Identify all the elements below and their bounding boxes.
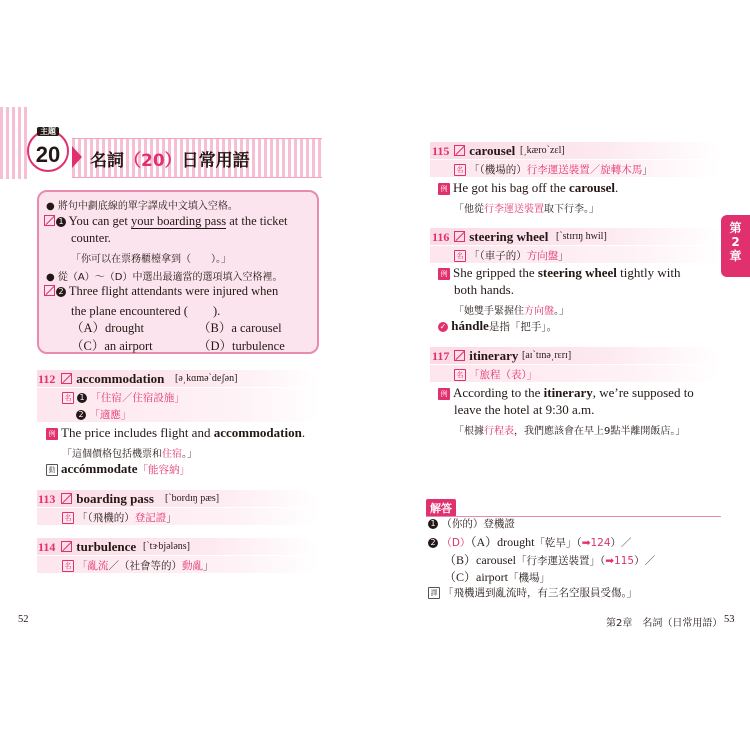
related-tag: 動 — [46, 464, 58, 476]
entry-113-number: 113 — [38, 492, 56, 506]
answer-2-line3: （C）airport「機場」 — [444, 570, 550, 584]
page-footer: 第2章 名詞（日常用語） — [606, 618, 723, 629]
entry-114-meaning: 名 「亂流／（社會等的）動亂」 — [62, 558, 214, 573]
answer-1: 1 （你的）登機證 — [428, 516, 515, 531]
entry-112-related: 動 accómmodate「能容納」 — [46, 461, 190, 477]
choice-b: （B）a carousel — [198, 321, 282, 335]
entry-112-ipa: [ə͵kɑmə`deʃən] — [175, 373, 238, 384]
noun-tag: 名 — [454, 250, 466, 262]
entry-114-ipa: [`tɝbjələns] — [143, 541, 190, 552]
entry-117-ipa: [aɪ`tɪnə͵rɛrɪ] — [522, 350, 572, 361]
entry-116-note: ✓ hándle是指「把手」。 — [439, 318, 558, 333]
chapter-tab: 第2章 — [721, 215, 750, 277]
entry-112-number: 112 — [38, 372, 56, 386]
question-2: 2 Three flight attendants were injured when — [44, 284, 278, 299]
noun-tag: 名 — [62, 560, 74, 572]
example-tag: 例 — [46, 428, 58, 440]
entry-112-example: 例 The price includes flight and accommodation. — [46, 425, 305, 441]
entry-114-word: turbulence — [61, 539, 136, 555]
checkbox-icon — [44, 215, 55, 226]
entry-116-word: steering wheel — [454, 229, 548, 245]
entry-116-example-line2: both hands. — [454, 282, 514, 297]
choice-d: （D）turbulence — [198, 339, 285, 353]
checkbox-icon — [454, 231, 465, 242]
entry-115-word: carousel — [454, 143, 515, 159]
entry-117-example-line2: leave the hotel at 9:30 a.m. — [454, 402, 595, 417]
noun-tag: 名 — [454, 164, 466, 176]
entry-114-number: 114 — [38, 540, 56, 554]
noun-tag: 名 — [454, 369, 466, 381]
answers-heading: 解答 — [426, 499, 456, 517]
noun-tag: 名 — [62, 512, 74, 524]
question-1: 1 You can get your boarding pass at the ticket — [44, 214, 288, 229]
entry-115-translation: 「他從行李運送裝置取下行李。」 — [454, 204, 599, 215]
entry-117-translation: 「根據行程表，我們應該會在早上9點半離開飯店。」 — [454, 426, 686, 437]
entry-115-ipa: [͵kæro`zɛl] — [520, 145, 565, 156]
question-1-line2: counter. — [71, 231, 111, 245]
page-title: 名詞（20）日常用語 — [90, 151, 250, 171]
entry-113-ipa: [`bordɪŋ pæs] — [165, 493, 220, 504]
page-number-left: 52 — [18, 614, 29, 625]
checkbox-icon — [454, 350, 465, 361]
decorative-stripes — [0, 107, 30, 179]
instruction-2: ● 從（A）～（D）中選出最適當的選項填入空格裡。 — [46, 272, 283, 283]
entry-116-translation: 「她雙手緊握住方向盤。」 — [454, 306, 569, 317]
entry-112-translation: 「這個價格包括機票和住宿。」 — [62, 449, 197, 460]
entry-115-meaning: 名 「（機場的）行李運送裝置／旋轉木馬」 — [454, 162, 653, 177]
entry-116-meaning: 名 「（車子的）方向盤」 — [454, 248, 569, 263]
note-icon: ✓ — [439, 322, 447, 331]
translation-tag: 譯 — [428, 587, 440, 599]
entry-117-number: 117 — [432, 349, 450, 363]
checkbox-icon — [61, 493, 72, 504]
choice-c: （C）an airport — [71, 339, 153, 353]
entry-112-word: accommodation — [61, 371, 164, 387]
noun-tag: 名 — [62, 392, 74, 404]
entry-116-example: 例 She gripped the steering wheel tightly with — [438, 265, 680, 281]
question-1-translation: 「你可以在票務櫃檯拿到（ ）。」 — [71, 254, 231, 265]
entry-113-word: boarding pass — [61, 491, 154, 507]
example-tag: 例 — [438, 268, 450, 280]
checkbox-icon — [61, 541, 72, 552]
entry-117-word: itinerary — [454, 348, 518, 364]
title-arrow-icon — [72, 146, 82, 168]
example-tag: 例 — [438, 183, 450, 195]
entry-115-number: 115 — [432, 144, 450, 158]
answer-2-line1: 2 （D）（A）drought「乾旱」（➡124）／ — [428, 533, 632, 550]
entry-115-example: 例 He got his bag off the carousel. — [438, 180, 618, 196]
entry-112-meaning-1: 名 1 「住宿／住宿設施」 — [62, 390, 185, 405]
checkbox-icon — [454, 145, 465, 156]
answer-translation: 譯 「飛機遇到亂流時，有三名空服員受傷。」 — [428, 585, 637, 600]
entry-116-number: 116 — [432, 230, 450, 244]
answer-2-line2: （B）carousel「行李運送裝置」（➡115）／ — [444, 553, 656, 567]
entry-117-example: 例 According to the itinerary, we’re supposed to — [438, 385, 694, 401]
entry-112-meaning-2: 2 「適應」 — [76, 407, 131, 422]
example-tag: 例 — [438, 388, 450, 400]
entry-116-ipa: [`stɪrɪŋ hwil] — [556, 231, 607, 242]
question-2-line2: the plane encountered ( ). — [71, 304, 221, 318]
checkbox-icon — [44, 285, 55, 296]
page-number-right: 53 — [724, 614, 735, 625]
topic-label: 主題 — [27, 126, 69, 137]
topic-number: 20 — [35, 142, 61, 167]
entry-117-meaning: 名 「旅程（表）」 — [454, 367, 537, 382]
entry-113-meaning: 名 「（飛機的）登記證」 — [62, 510, 177, 525]
choice-a: （A）drought — [71, 321, 144, 335]
instruction-1: ● 將句中劃底線的單字譯成中文填入空格。 — [46, 201, 238, 212]
checkbox-icon — [61, 373, 72, 384]
